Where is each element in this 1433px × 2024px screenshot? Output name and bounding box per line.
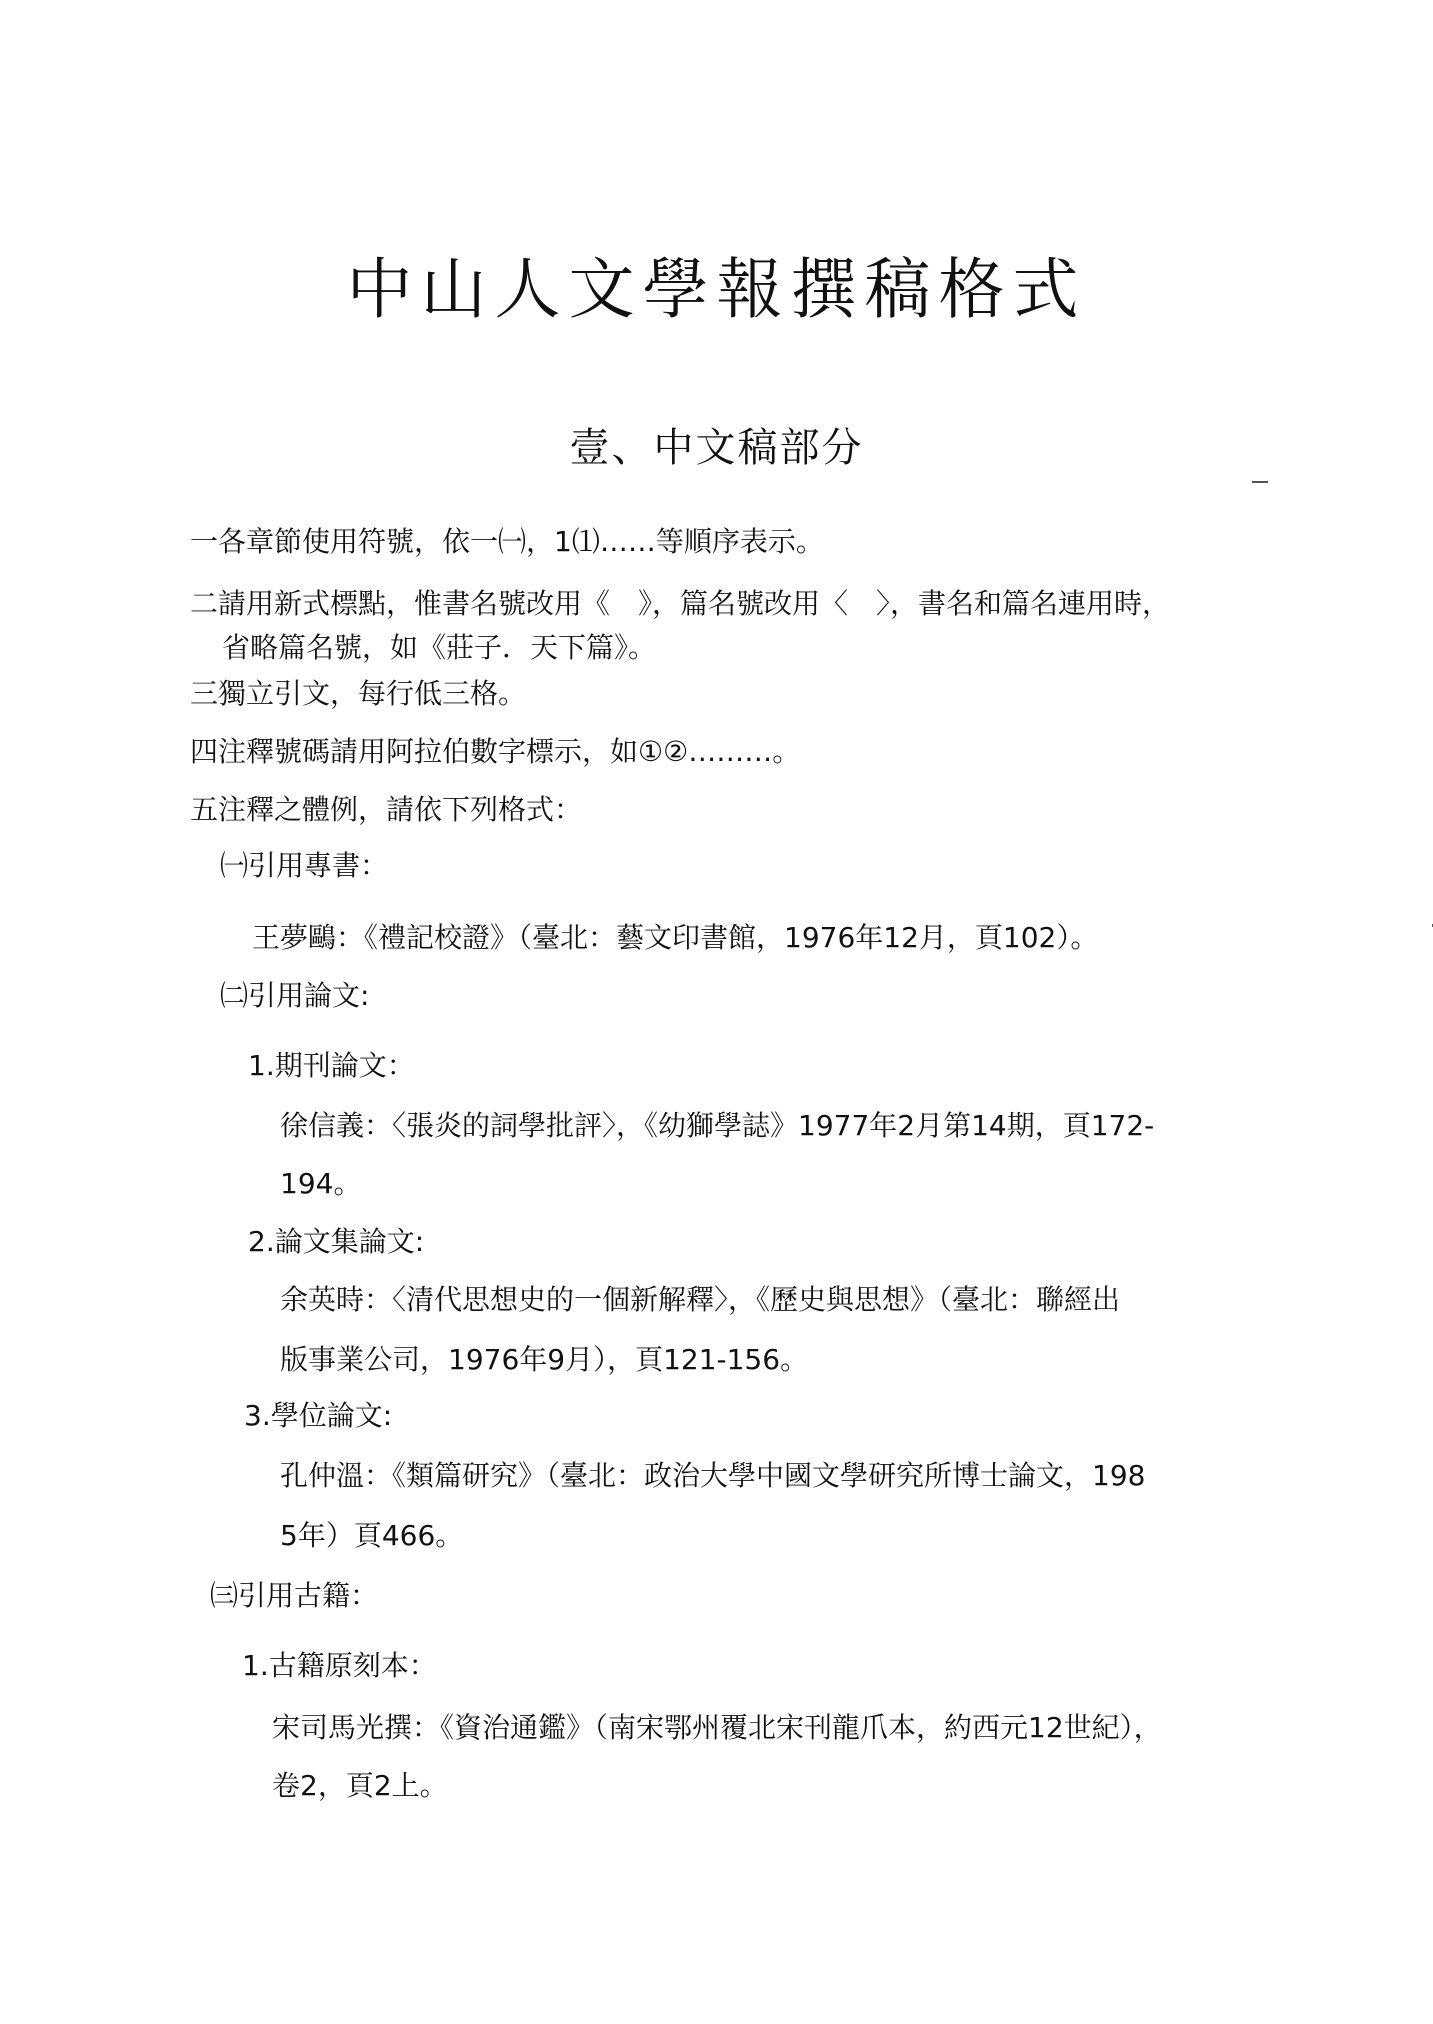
subsection-heading: ㈡引用論文: xyxy=(220,979,370,1012)
rule-line: 省略篇名號，如《莊子．天下篇》。 xyxy=(222,631,657,664)
rule-line: 二請用新式標點，惟書名號改用《 》，篇名號改用〈 〉，書名和篇名連用時， xyxy=(190,587,1171,620)
citation-example: 宋司馬光撰：《資治通鑑》（南宋鄂州覆北宋刊龍爪本，約西元12世紀）， xyxy=(272,1711,1162,1744)
item-heading: 3.學位論文: xyxy=(244,1399,393,1432)
document-title: 中山人文學報撰稿格式 xyxy=(346,251,1087,328)
citation-example: 5年）頁466。 xyxy=(280,1519,464,1552)
subsection-heading: ㈢引用古籍： xyxy=(210,1579,379,1612)
rule-line: 三獨立引文，每行低三格。 xyxy=(190,677,527,710)
citation-example: 版事業公司，1976年9月），頁121-156。 xyxy=(280,1343,809,1376)
rule-line: 一各章節使用符號，依一㈠，1⑴……等順序表示。 xyxy=(190,525,824,558)
citation-example: 徐信義：〈張炎的詞學批評〉，《幼獅學誌》1977年2月第14期，頁172- xyxy=(280,1109,1155,1142)
citation-example: 余英時：〈清代思想史的一個新解釋〉，《歷史與思想》（臺北：聯經出 xyxy=(280,1283,1121,1316)
scan-mark xyxy=(1252,481,1268,483)
item-heading: 2.論文集論文: xyxy=(248,1225,425,1258)
citation-example: 194。 xyxy=(280,1167,362,1200)
item-heading: 1.古籍原刻本： xyxy=(242,1649,437,1682)
item-heading: 1.期刊論文： xyxy=(248,1049,415,1082)
subsection-heading: ㈠引用專書： xyxy=(220,849,389,882)
citation-example: 卷2，頁2上。 xyxy=(272,1769,448,1802)
rule-line: 五注釋之體例，請依下列格式： xyxy=(190,793,583,826)
citation-example: 孔仲溫：《類篇研究》（臺北：政治大學中國文學研究所博士論文，198 xyxy=(280,1459,1146,1492)
section-heading: 壹、中文稿部分 xyxy=(569,425,864,471)
citation-example: 王夢鷗：《禮記校證》（臺北：藝文印書館，1976年12月，頁102）。 xyxy=(252,921,1099,954)
rule-line: 四注釋號碼請用阿拉伯數字標示，如①②………。 xyxy=(190,735,801,768)
